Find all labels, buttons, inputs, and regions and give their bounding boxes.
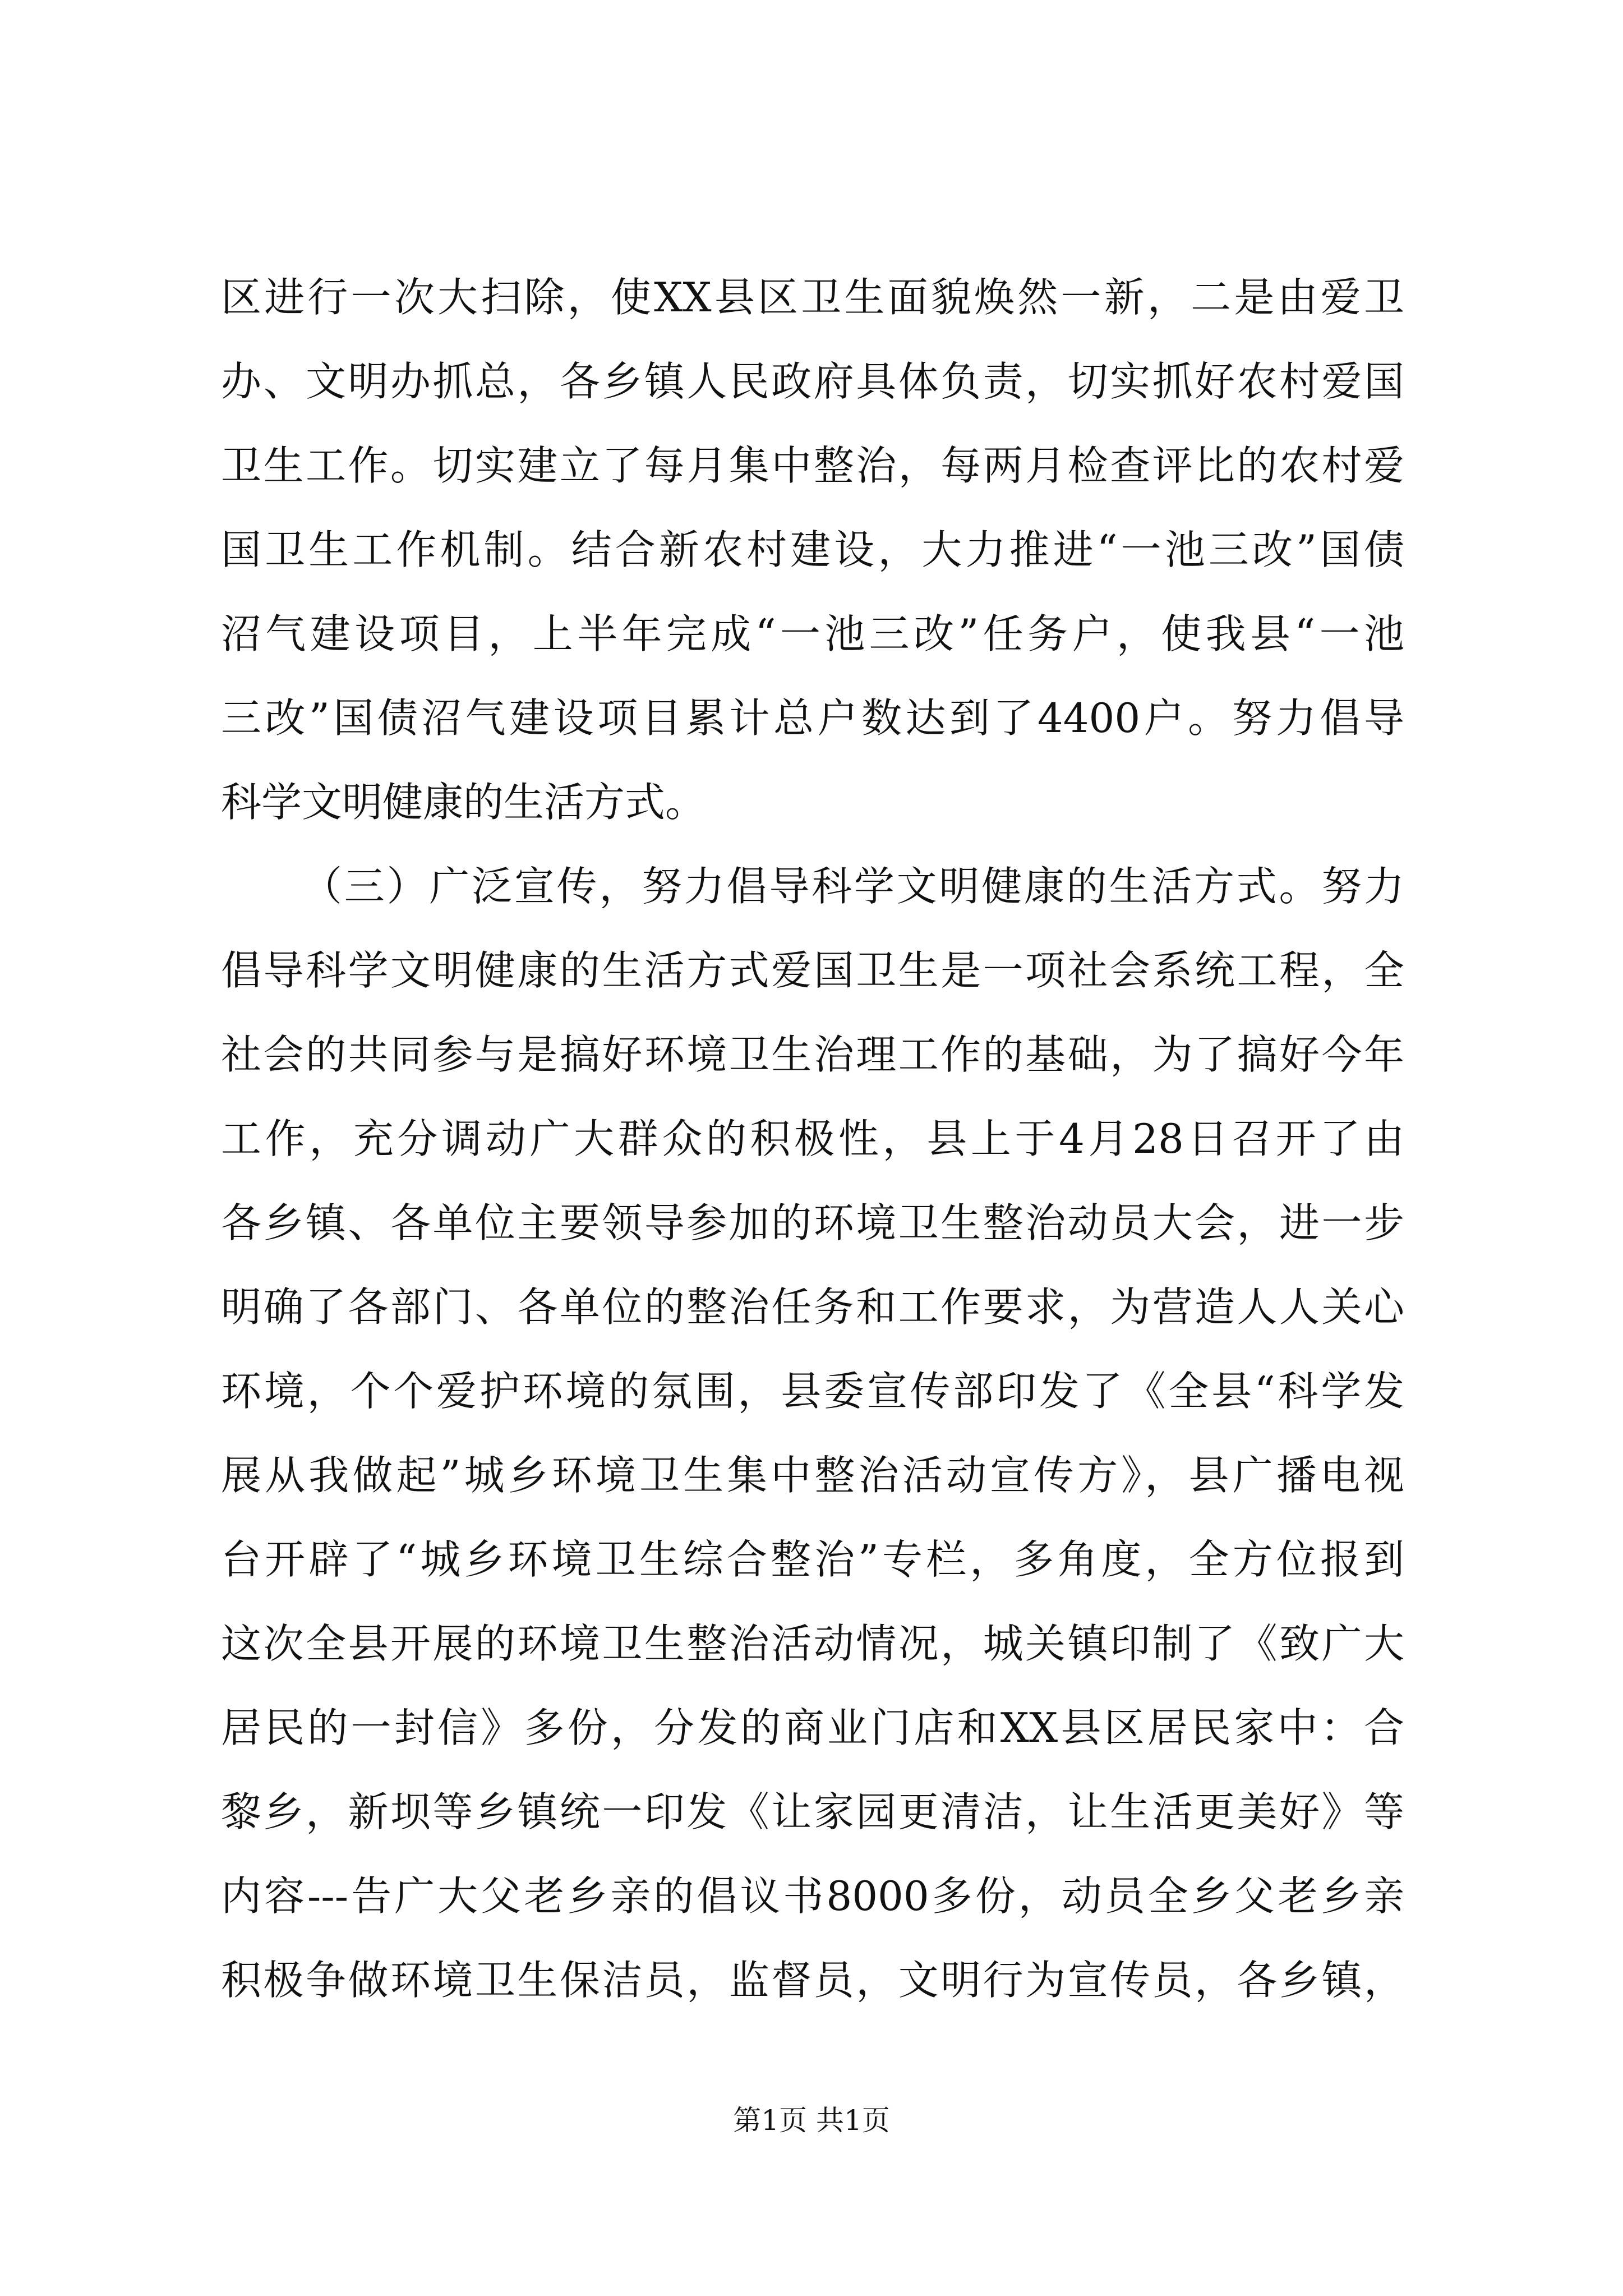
text-line-4: 国卫生工作机制。结合新农村建设，大力推进“一池三改”国债: [221, 526, 1404, 573]
text-line-18: 居民的一封信》多份，分发的商业门店和XX县区居民家中：合: [221, 1704, 1404, 1751]
text-line-15: 展从我做起”城乡环境卫生集中整治活动宣传方》，县广播电视: [221, 1452, 1404, 1499]
text-line-6: 三改”国债沼气建设项目累计总户数达到了4400户。努力倡导: [221, 694, 1404, 742]
text-line-16: 台开辟了“城乡环境卫生综合整治”专栏，多角度，全方位报到: [221, 1536, 1404, 1583]
text-line-19: 黎乡，新坝等乡镇统一印发《让家园更清洁，让生活更美好》等: [221, 1788, 1404, 1835]
text-line-12: 各乡镇、各单位主要领导参加的环境卫生整治动员大会，进一步: [221, 1199, 1404, 1246]
text-line-8: （三）广泛宣传，努力倡导科学文明健康的生活方式。努力: [302, 863, 1404, 910]
text-line-14: 环境，个个爱护环境的氛围，县委宣传部印发了《全县“科学发: [221, 1368, 1404, 1415]
text-line-9: 倡导科学文明健康的生活方式爱国卫生是一项社会系统工程，全: [221, 947, 1404, 994]
text-line-13: 明确了各部门、各单位的整治任务和工作要求，为营造人人关心: [221, 1283, 1404, 1331]
page-footer: 第1页 共1页: [733, 2104, 890, 2137]
text-line-11: 工作，充分调动广大群众的积极性，县上于4月28日召开了由: [221, 1115, 1404, 1162]
text-line-20: 内容---告广大父老乡亲的倡议书8000多份，动员全乡父老乡亲: [221, 1872, 1404, 1920]
text-line-10: 社会的共同参与是搞好环境卫生治理工作的基础，为了搞好今年: [221, 1031, 1404, 1078]
text-line-17: 这次全县开展的环境卫生整治活动情况，城关镇印制了《致广大: [221, 1620, 1404, 1667]
text-line-21: 积极争做环境卫生保洁员，监督员，文明行为宣传员，各乡镇，: [221, 1957, 1404, 2004]
text-line-3: 卫生工作。切实建立了每月集中整治，每两月检查评比的农村爱: [221, 442, 1404, 489]
text-line-7: 科学文明健康的生活方式。: [221, 779, 706, 826]
text-line-1: 区进行一次大扫除，使XX县区卫生面貌焕然一新，二是由爱卫: [221, 274, 1404, 321]
text-line-5: 沼气建设项目，上半年完成“一池三改”任务户，使我县“一池: [221, 610, 1404, 657]
text-line-2: 办、文明办抓总，各乡镇人民政府具体负责，切实抓好农村爱国: [221, 358, 1404, 405]
